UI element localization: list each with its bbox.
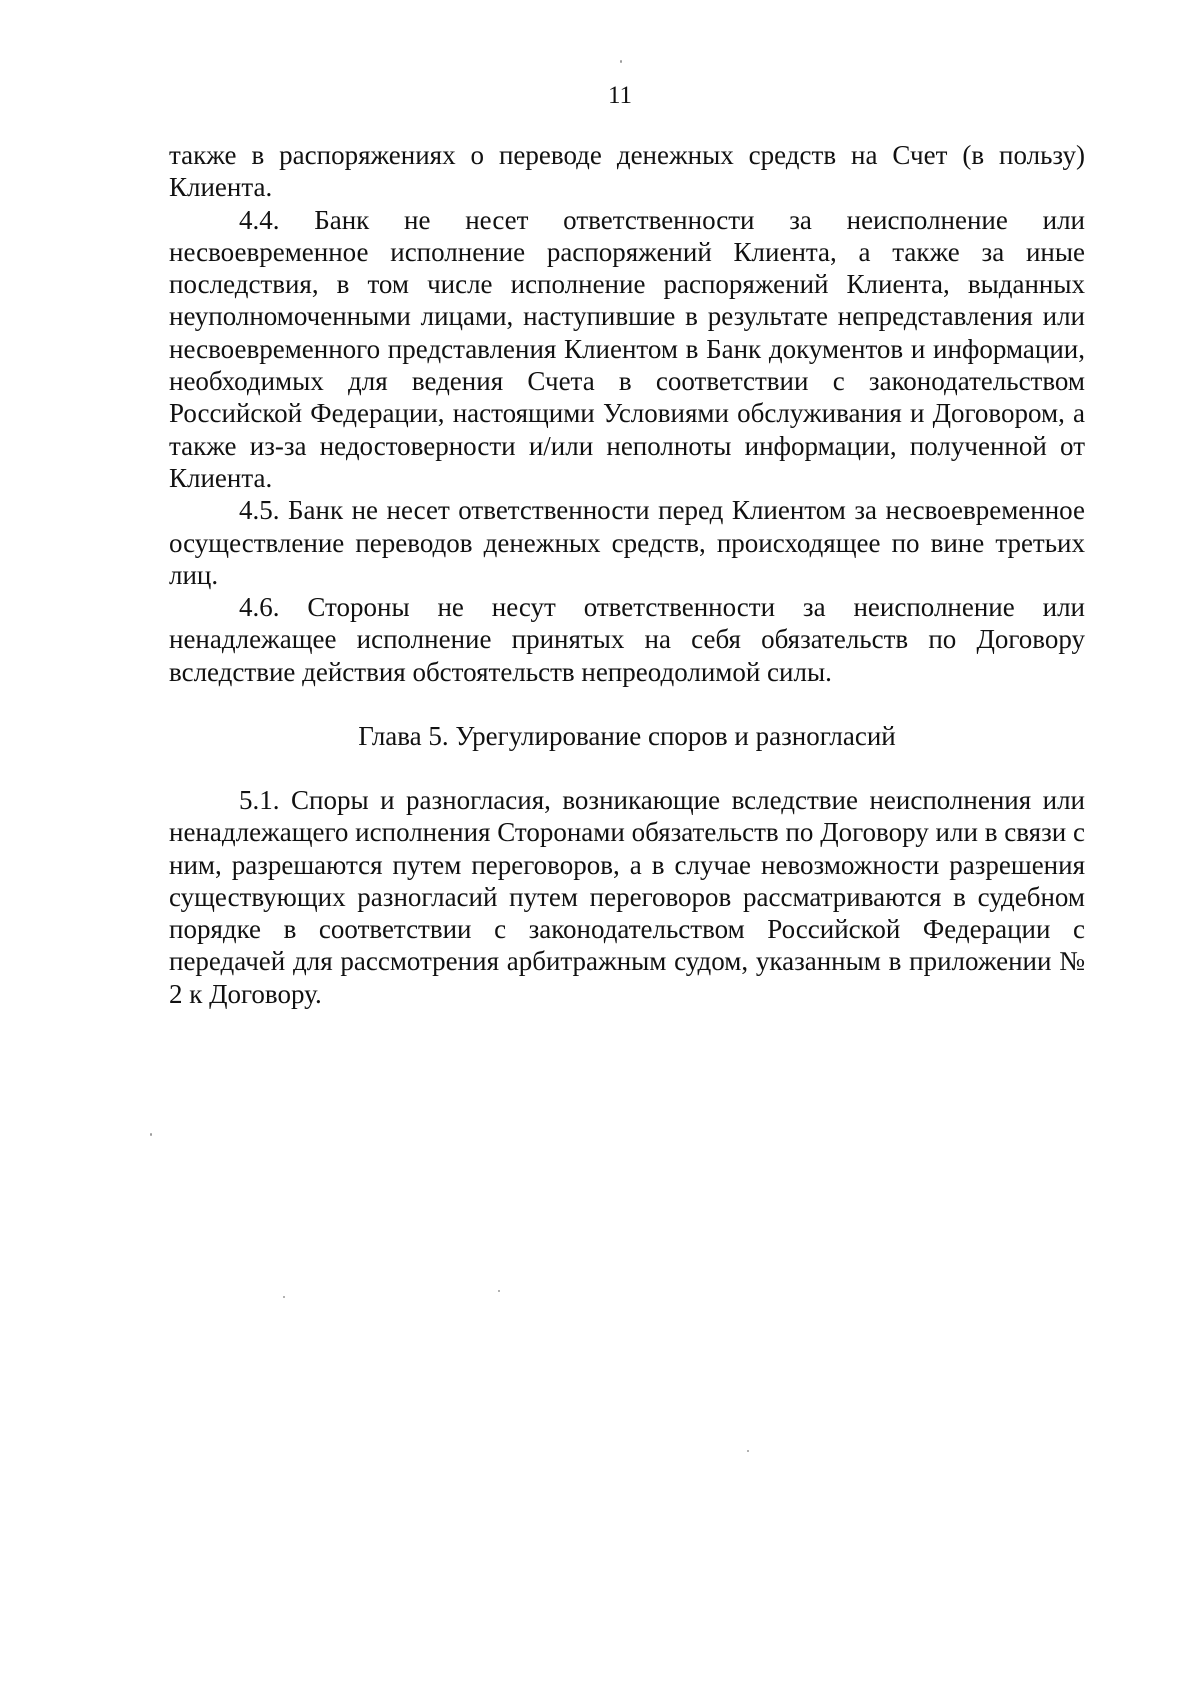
chapter-5-heading: Глава 5. Урегулирование споров и разногласий bbox=[358, 721, 896, 751]
section-5-text bbox=[169, 784, 1085, 1010]
paragraph-4-6: 4.6. Стороны не несут ответственности за неисполнение или ненадлежащее исполнение принятых на себя обязательств по Договору вследствие действия обстоятельств непреодолимой силы. bbox=[169, 592, 1085, 687]
scan-speck bbox=[620, 60, 622, 63]
section-4-text bbox=[169, 139, 1085, 688]
scan-speck bbox=[283, 1296, 285, 1298]
page-number: 11 bbox=[607, 82, 633, 109]
scan-speck bbox=[498, 1290, 500, 1292]
paragraph-continuation: также в распоряжениях о переводе денежных средств на Счет (в пользу) Клиента. bbox=[169, 140, 1085, 203]
scan-speck bbox=[150, 1133, 152, 1136]
paragraph-4-5: 4.5. Банк не несет ответственности перед Клиентом за несвоевременное осуществление переводов денежных средств, происходящее по вине третьих лиц. bbox=[169, 495, 1085, 590]
scan-speck bbox=[747, 1450, 749, 1452]
paragraph-5-1: 5.1. Споры и разногласия, возникающие вследствие неисполнения или ненадлежащего исполнения Сторонами обязательств по Договору или в связи с ним, разрешаются путем переговоров, а в случае невозможности разрешения существующих разногласий путем переговоров рассматриваются в судебном порядке в соответствии с законодательством Российской Федерации с передачей для рассмотрения арбитражным судом, указанным в приложении № 2 к Договору. bbox=[169, 785, 1085, 1009]
paragraph-4-4: 4.4. Банк не несет ответственности за неисполнение или несвоевременное исполнение распоряжений Клиента, а также за иные последствия, в том числе исполнение распоряжений Клиента, выданных неуполномоченными лицами, наступившие в результате непредставления или несвоевременного представления Клиентом в Банк документов и информации, необходимых для ведения Счета в соответствии с законодательством Российской Федерации, настоящими Условиями обслуживания и Договором, а также из-за недостоверности и/или неполноты информации, полученной от Клиента. bbox=[169, 204, 1085, 493]
